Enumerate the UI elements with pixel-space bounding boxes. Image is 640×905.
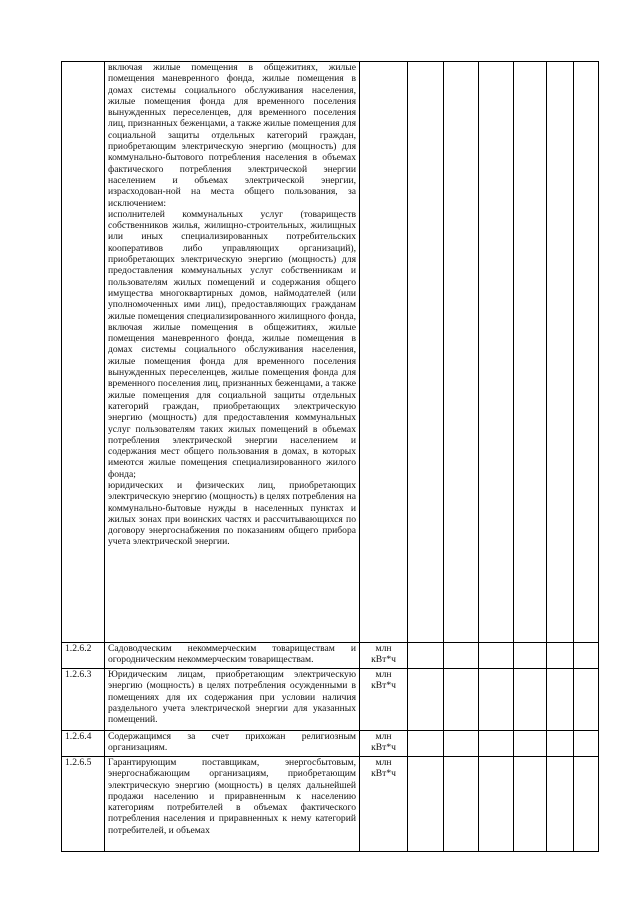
- value-cell: [514, 731, 547, 757]
- table-row: [62, 757, 599, 852]
- row-description: [105, 757, 360, 852]
- description-paragraph: Юридическим лицам, приобретающим электрическую энергию (мощность) в целях потребления осужденными в помещениях для их содержания при условии наличия раздельного учета электрической энергии для указанных помещений.: [108, 669, 356, 726]
- description-paragraph: исполнителей коммунальных услуг (товариществ собственников жилья, жилищно-строительных, жилищных или иных специализированных потребительских кооперативов либо управляющих организаций), приобретающих электрическую энергию (мощность) для предоставления коммунальных услуг собственникам и пользователям жилых помещений и содержания общего имущества многоквартирных домов, наймодателей (или уполномоченных ими лиц), предоставляющих гражданам жилые помещения специализированного жилищного фонда, включая жилые помещения в общежитиях, жилые помещения маневренного фонда, жилые помещения в домах системы социального обслуживания населения, жилые помещения фонда для временного поселения вынужденных переселенцев, жилые помещения фонда для временного поселения лиц, признанных беженцами, а также жилые помещения для социальной защиты отдельных категорий граждан, приобретающих электрическую энергию (мощность) для предоставления коммунальных услуг пользователям таких жилых помещений в объемах потребления электрической энергии населением и содержания мест общего пользования в домах, в которых имеются жилые помещения специализированного жилого фонда;: [108, 208, 356, 480]
- table-row: [62, 669, 599, 731]
- value-cell: [514, 669, 547, 731]
- tariff-table: [61, 61, 599, 852]
- value-cell: [574, 62, 599, 643]
- row-unit: [360, 62, 408, 643]
- row-description: [105, 62, 360, 643]
- value-cell: [479, 757, 514, 852]
- value-cell: [574, 643, 599, 669]
- row-unit: млн кВт*ч: [360, 731, 408, 757]
- value-cell: [514, 62, 547, 643]
- value-cell: [547, 669, 574, 731]
- value-cell: [514, 757, 547, 852]
- value-cell: [408, 757, 444, 852]
- table-row: [62, 62, 599, 643]
- value-cell: [408, 669, 444, 731]
- row-unit: млн кВт*ч: [360, 643, 408, 669]
- value-cell: [444, 643, 479, 669]
- value-cell: [574, 757, 599, 852]
- value-cell: [444, 757, 479, 852]
- value-cell: [547, 731, 574, 757]
- row-number: 1.2.6.3: [62, 669, 105, 731]
- table-row: [62, 643, 599, 669]
- value-cell: [574, 669, 599, 731]
- description-paragraph: юридических и физических лиц, приобретающих электрическую энергию (мощность) в целях потребления на коммунально-бытовые нужды в населенных пунктах и жилых зонах при воинских частях и рассчитывающихся по договору энергоснабжения по показаниям общего прибора учета электрической энергии.: [108, 479, 356, 548]
- value-cell: [547, 643, 574, 669]
- value-cell: [408, 731, 444, 757]
- value-cell: [479, 62, 514, 643]
- value-cell: [547, 757, 574, 852]
- value-cell: [547, 62, 574, 643]
- row-number: 1.2.6.4: [62, 731, 105, 757]
- description-paragraph: включая жилые помещения в общежитиях, жилые помещения маневренного фонда, жилые помещения в домах системы социального обслуживания населения, жилые помещения фонда для временного поселения вынужденных переселенцев, для временного поселения лиц, признанных беженцами, а также жилые помещения для социальной защиты отдельных категорий граждан, приобретающим электрическую энергию (мощность) для коммунально-бытового потребления населения в объемах фактического потребления электрической энергии населением и объемах электрической энергии, израсходован-ной на места общего пользования, за исключением:: [108, 62, 356, 209]
- description-paragraph: Гарантирующим поставщикам, энергосбытовым, энергоснабжающим организациям, приобретающим электрическую энергию (мощность) в целях дальнейшей продажи населению и приравненным к населению категориям потребителей в объемах фактического потребления населения и приравненных к нему категорий потребителей, и объемах: [108, 757, 356, 836]
- row-description: [105, 643, 360, 669]
- description-paragraph: Садоводческим некоммерческим товариществам и огородническим некоммерческим товариществам.: [108, 643, 356, 666]
- row-unit: млн кВт*ч: [360, 669, 408, 731]
- row-number: [62, 62, 105, 643]
- table-row: [62, 731, 599, 757]
- row-description: [105, 669, 360, 731]
- row-number: 1.2.6.2: [62, 643, 105, 669]
- row-description: [105, 731, 360, 757]
- value-cell: [408, 643, 444, 669]
- value-cell: [408, 62, 444, 643]
- value-cell: [479, 643, 514, 669]
- value-cell: [444, 669, 479, 731]
- row-unit: млн кВт*ч: [360, 757, 408, 852]
- row-number: 1.2.6.5: [62, 757, 105, 852]
- value-cell: [479, 731, 514, 757]
- value-cell: [479, 669, 514, 731]
- value-cell: [514, 643, 547, 669]
- value-cell: [444, 731, 479, 757]
- value-cell: [574, 731, 599, 757]
- value-cell: [444, 62, 479, 643]
- description-paragraph: Содержащимся за счет прихожан религиозным организациям.: [108, 731, 356, 754]
